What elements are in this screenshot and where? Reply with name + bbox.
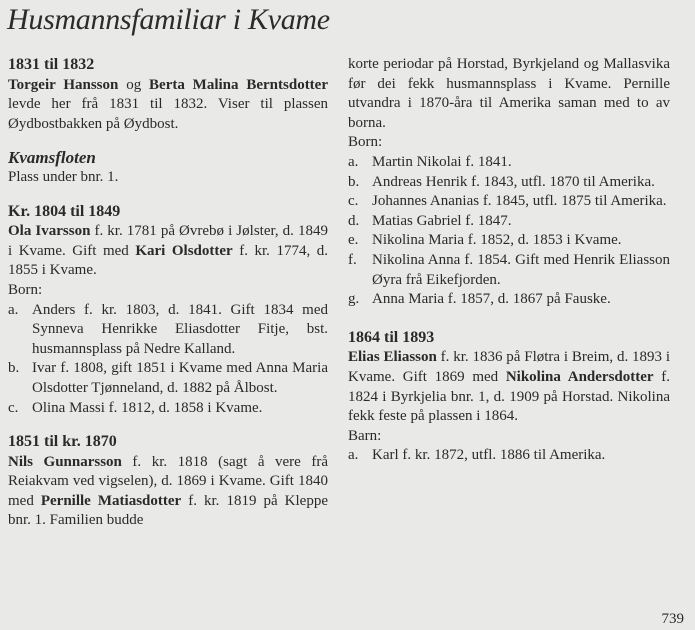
section-text: Nils Gunnarsson f. kr. 1818 (sagt å vere frå Reiakvam ved vigselen), d. 1869 i Kvame. Gift 1840 med Pernille Matiasdotter f. kr. 1819 på Kleppe bnr. 1. Familien budde xyxy=(8,453,329,529)
person-name: Torgeir Hansson xyxy=(8,76,119,93)
child-text: Nikolina Maria f. 1852, d. 1853 i Kvame. xyxy=(372,232,622,249)
section-heading: 1831 til 1832 xyxy=(8,56,95,73)
left-column xyxy=(8,55,328,531)
child-marker: f. xyxy=(348,251,357,268)
child-marker: c. xyxy=(8,399,19,416)
child-text: Ivar f. 1808, gift 1851 i Kvame med Anna Maria Olsdotter Tjønneland, d. 1882 på Ålbost. xyxy=(32,360,328,396)
section-1851 xyxy=(8,432,328,531)
child-text: Olina Massi f. 1812, d. 1858 i Kvame. xyxy=(32,399,263,416)
child-text: Johannes Ananias f. 1845, utfl. 1875 til Amerika. xyxy=(372,193,667,210)
place-heading: Kvamsfloten xyxy=(8,148,96,168)
child-item xyxy=(348,153,670,173)
page-number: 739 xyxy=(661,611,684,627)
section-heading: Kr. 1804 til 1849 xyxy=(8,202,121,220)
page-title: Husmannsfamiliar i Kvame xyxy=(7,3,330,36)
section-1831 xyxy=(8,55,328,134)
child-item xyxy=(348,192,670,212)
place-text: Plass under bnr. 1. xyxy=(8,168,119,185)
child-text: Karl f. kr. 1872, utfl. 1886 til Amerika. xyxy=(372,447,606,464)
child-marker: g. xyxy=(348,291,360,308)
section-heading: 1864 til 1893 xyxy=(348,328,435,346)
child-text: Anders f. kr. 1803, d. 1841. Gift 1834 med Synneva Henrikke Eliasdotter Fitje, bst. husmannsplass på Nedre Kalland. xyxy=(32,301,328,357)
person-name: Pernille Matiasdotter xyxy=(40,492,182,509)
person-name: Kari Olsdotter xyxy=(135,242,233,259)
child-item xyxy=(348,231,670,251)
child-marker: b. xyxy=(348,173,360,190)
child-text: Matias Gabriel f. 1847. xyxy=(372,212,512,229)
child-marker: a. xyxy=(8,301,19,318)
child-item xyxy=(8,399,328,419)
children-list xyxy=(8,301,328,419)
child-marker: a. xyxy=(348,447,359,464)
born-label: Barn: xyxy=(348,427,382,444)
child-text: Martin Nikolai f. 1841. xyxy=(372,153,512,170)
person-name: Nikolina Andersdotter xyxy=(505,368,654,385)
child-item xyxy=(348,290,670,310)
section-text: Ola Ivarsson f. kr. 1781 på Øvrebø i Jølster, d. 1849 i Kvame. Gift med Kari Olsdotter f. kr. 1774, d. 1855 i Kvame. xyxy=(8,223,328,279)
child-item xyxy=(348,212,670,232)
section-1864 xyxy=(348,328,670,466)
children-list xyxy=(348,446,670,466)
child-marker: e. xyxy=(348,232,359,249)
child-text: Nikolina Anna f. 1854. Gift med Henrik Eliasson Øyra frå Eikefjorden. xyxy=(372,251,670,288)
section-heading: 1851 til kr. 1870 xyxy=(8,433,117,451)
child-text: Anna Maria f. 1857, d. 1867 på Fauske. xyxy=(372,291,611,308)
right-column xyxy=(348,55,670,466)
child-marker: d. xyxy=(348,212,360,229)
person-name: Ola Ivarsson xyxy=(8,223,91,240)
child-item xyxy=(348,173,670,193)
born-label: Born: xyxy=(8,281,43,298)
person-name: Nils Gunnarsson xyxy=(8,453,122,470)
child-item xyxy=(8,301,328,360)
place-kvamsfloten xyxy=(8,148,328,187)
person-name: Elias Eliasson xyxy=(348,349,437,366)
child-item xyxy=(348,251,670,290)
child-marker: b. xyxy=(8,360,20,377)
child-item xyxy=(8,359,328,398)
child-text: Andreas Henrik f. 1843, utfl. 1870 til Amerika. xyxy=(372,173,655,190)
child-marker: c. xyxy=(348,193,359,210)
children-list xyxy=(348,153,670,310)
continued-text: korte periodar på Horstad, Byrkjeland og Mallasvika før dei fekk husmannsplass i Kvame. Pernille utvandra i 1870-åra til Amerika saman med to av borna. xyxy=(348,56,670,131)
section-text: Elias Eliasson f. kr. 1836 på Fløtra i Breim, d. 1893 i Kvame. Gift 1869 med Nikolina Andersdotter f. 1824 i Byrkjelia bnr. 1, d. 1909 på Horstad. Nikolina fekk feste på plassen i 1864. xyxy=(348,349,671,425)
section-1804 xyxy=(8,202,328,419)
section-text: Torgeir Hansson og Berta Malina Berntsdotter levde her frå 1831 til 1832. Viser til plassen Øydbostbakken på Øydbost. xyxy=(8,76,328,132)
born-label: Born: xyxy=(348,134,383,151)
person-name: Berta Malina Berntsdotter xyxy=(149,76,328,93)
child-marker: a. xyxy=(348,153,359,170)
child-item xyxy=(348,446,670,466)
